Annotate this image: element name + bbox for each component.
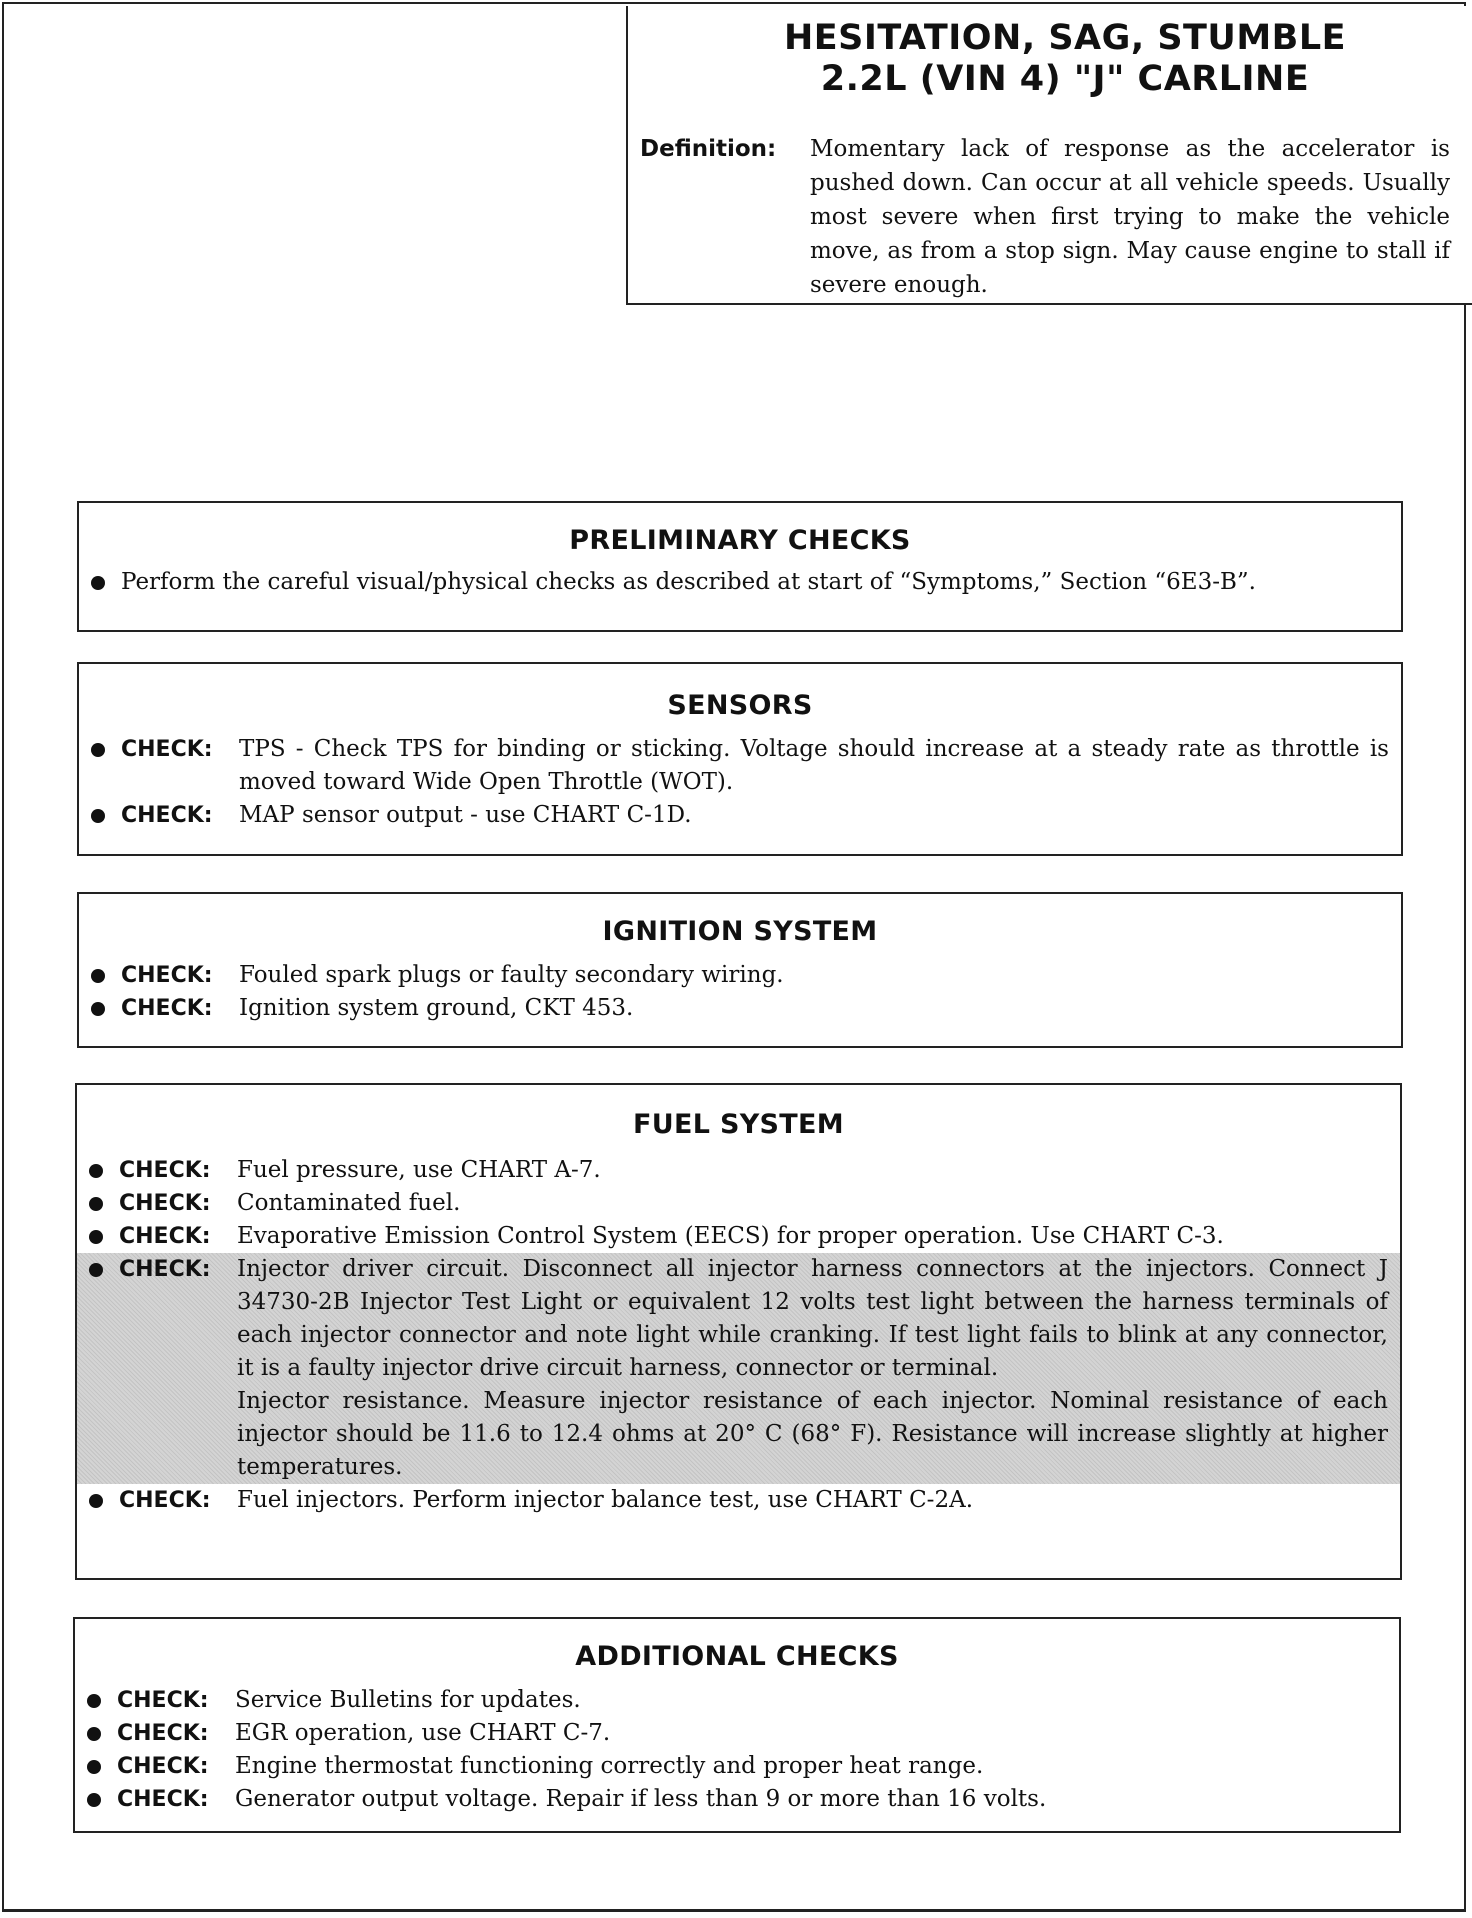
preliminary-checks-title: PRELIMINARY CHECKS	[569, 525, 911, 556]
item-text: Fouled spark plugs or faulty secondary wiring.	[239, 962, 784, 988]
check-label: CHECK:	[121, 737, 213, 762]
check-label: CHECK:	[119, 1488, 211, 1513]
shaded-list-item	[77, 1253, 1400, 1484]
check-label: CHECK:	[121, 996, 213, 1021]
item-text: Service Bulletins for updates.	[235, 1687, 581, 1713]
list-item	[75, 1783, 1399, 1816]
item-text	[237, 1253, 1388, 1484]
definition	[640, 132, 1454, 302]
header-box	[626, 6, 1472, 305]
ignition-system-box	[77, 892, 1403, 1048]
bullet-icon	[91, 809, 105, 823]
item-text: TPS - Check TPS for binding or sticking. Voltage should increase at a steady rate as throttle is moved toward Wide Open Throttle (WOT).	[239, 736, 1389, 795]
title-line-2: 2.2L (VIN 4) "J" CARLINE	[820, 59, 1310, 99]
item-text: MAP sensor output - use CHART C-1D.	[239, 802, 692, 828]
list-item	[75, 1750, 1399, 1783]
check-label: CHECK:	[119, 1158, 211, 1183]
preliminary-checks-box	[77, 501, 1403, 632]
sensors-title: SENSORS	[667, 690, 813, 721]
bullet-icon	[91, 576, 105, 590]
check-label: CHECK:	[119, 1191, 211, 1216]
additional-checks-box	[73, 1617, 1401, 1833]
additional-checks-title: ADDITIONAL CHECKS	[575, 1641, 899, 1672]
item-text: Fuel pressure, use CHART A-7.	[237, 1157, 601, 1183]
bullet-icon	[89, 1263, 103, 1277]
page-title	[628, 18, 1472, 100]
fuel-system-title: FUEL SYSTEM	[633, 1109, 844, 1140]
check-label: CHECK:	[121, 963, 213, 988]
bullet-icon	[91, 1002, 105, 1016]
fuel-system-box	[75, 1083, 1402, 1580]
item-text: Ignition system ground, CKT 453.	[239, 995, 634, 1021]
list-item	[79, 566, 1401, 599]
item-text: Generator output voltage. Repair if less than 9 or more than 16 volts.	[235, 1786, 1047, 1812]
sensors-box	[77, 662, 1403, 856]
list-item	[79, 992, 1401, 1025]
check-label: CHECK:	[117, 1688, 209, 1713]
list-item	[79, 959, 1401, 992]
list-item	[79, 733, 1401, 799]
item-text: Fuel injectors. Perform injector balance test, use CHART C-2A.	[237, 1487, 973, 1513]
list-item	[77, 1220, 1400, 1253]
definition-text: Momentary lack of response as the accelerator is pushed down. Can occur at all vehicle speeds. Usually most severe when first trying to make the vehicle move, as from a stop sign. May cause engine to stall if severe enough.	[810, 136, 1450, 298]
list-item	[79, 799, 1401, 832]
check-label: CHECK:	[119, 1224, 211, 1249]
item-text: Perform the careful visual/physical checks as described at start of “Symptoms,” Section “6E3-B”.	[121, 569, 1256, 595]
bullet-icon	[89, 1230, 103, 1244]
title-line-1: HESITATION, SAG, STUMBLE	[783, 18, 1347, 58]
item-text: EGR operation, use CHART C-7.	[235, 1720, 611, 1746]
injector-driver-circuit-text: Injector driver circuit. Disconnect all injector harness connectors at the injectors. Connect J 34730-2B Injector Test Light or equivalent 12 volts test light between the harness terminals of each injector connector and note light while cranking. If test light fails to blink at any connector, it is a faulty injector drive circuit harness, connector or terminal.	[237, 1256, 1388, 1381]
bullet-icon	[87, 1793, 101, 1807]
bullet-icon	[89, 1494, 103, 1508]
definition-label: Definition:	[640, 136, 777, 162]
check-label: CHECK:	[117, 1721, 209, 1746]
list-item	[77, 1187, 1400, 1220]
item-text: Contaminated fuel.	[237, 1190, 461, 1216]
bullet-icon	[89, 1164, 103, 1178]
bullet-icon	[87, 1727, 101, 1741]
list-item	[75, 1684, 1399, 1717]
item-text: Engine thermostat functioning correctly and proper heat range.	[235, 1753, 984, 1779]
bullet-icon	[87, 1694, 101, 1708]
bullet-icon	[89, 1197, 103, 1211]
check-label: CHECK:	[121, 803, 213, 828]
list-item	[75, 1717, 1399, 1750]
bullet-icon	[87, 1760, 101, 1774]
list-item	[77, 1154, 1400, 1187]
bullet-icon	[91, 743, 105, 757]
bullet-icon	[91, 969, 105, 983]
item-text: Evaporative Emission Control System (EECS) for proper operation. Use CHART C-3.	[237, 1223, 1224, 1249]
check-label: CHECK:	[119, 1257, 211, 1282]
list-item	[77, 1484, 1400, 1517]
injector-resistance-text: Injector resistance. Measure injector resistance of each injector. Nominal resistance of each injector should be 11.6 to 12.4 ohms at 20° C (68° F). Resistance will increase slightly at higher temperatures.	[237, 1388, 1388, 1480]
check-label: CHECK:	[117, 1754, 209, 1779]
ignition-system-title: IGNITION SYSTEM	[602, 916, 878, 947]
check-label: CHECK:	[117, 1787, 209, 1812]
